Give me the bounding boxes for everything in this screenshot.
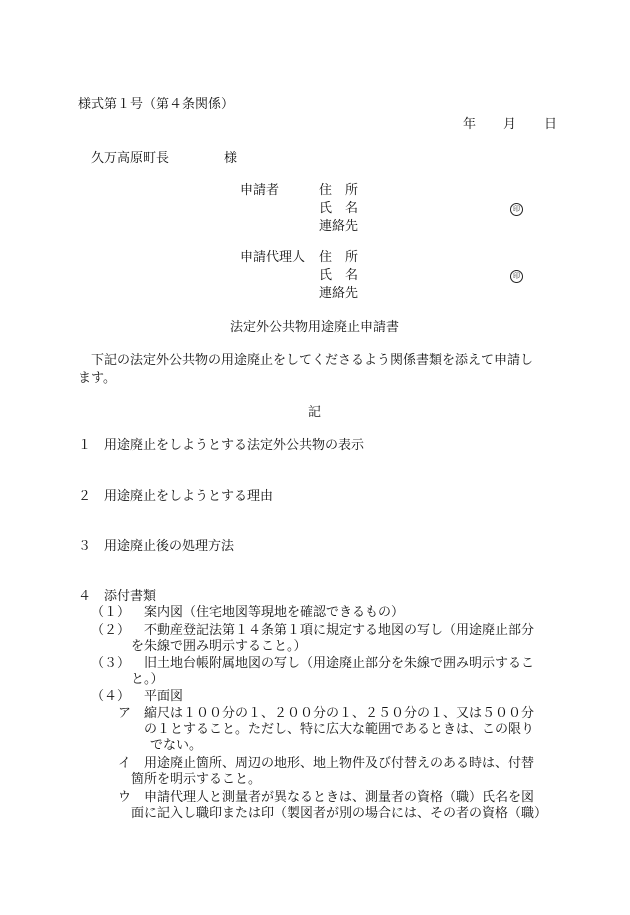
item-1-text: 用途廃止をしようとする法定外公共物の表示 — [104, 438, 365, 453]
attachment-3-line-2: と。） — [131, 672, 164, 687]
agent-seal-mark: 印 — [510, 270, 523, 283]
plan-note-a-line-3: でない。 — [150, 738, 203, 753]
document-title: 法定外公共物用途廃止申請書 — [230, 320, 400, 335]
plan-note-u-label: ウ — [118, 790, 132, 805]
applicant-address-label: 住 所 — [319, 183, 359, 198]
agent-contact-label: 連絡先 — [319, 286, 359, 301]
applicant-label: 申請者 — [240, 183, 280, 198]
plan-note-a-line-2: の１とすること。ただし、特に広大な範囲であるときは、この限り — [144, 722, 535, 737]
item-4-text: 添付書類 — [104, 589, 157, 604]
attachment-2-line-2: を朱線で囲み明示すること。） — [131, 639, 307, 654]
agent-address-label: 住 所 — [319, 250, 359, 265]
date-month-label: 月 — [503, 117, 517, 132]
plan-note-i-line-1: 用途廃止箇所、周辺の地形、地上物件及び付替えのある時は、付替 — [144, 756, 535, 771]
plan-note-u-line-2: 面に記入し職印または印（製図者が別の場合には、その者の資格（職） — [131, 806, 548, 821]
form-number-label: 様式第１号（第４条関係） — [78, 97, 235, 112]
attachment-4-number: （４） — [91, 689, 131, 704]
plan-note-u-line-1: 申請代理人と測量者が異なるときは、測量者の資格（職）氏名を図 — [144, 790, 535, 805]
attachment-1-number: （１） — [91, 605, 131, 620]
attachment-1-line-1: 案内図（住宅地図等現地を確認できるもの） — [144, 605, 405, 620]
item-4-number: ４ — [78, 589, 92, 604]
plan-note-a-line-1: 縮尺は１００分の１、２００分の１、２５０分の１、又は５００分 — [144, 706, 535, 721]
attachment-4-line-1: 平面図 — [144, 689, 184, 704]
date-year-label: 年 — [463, 117, 477, 132]
plan-note-a-label: ア — [118, 706, 132, 721]
addressee-name: 久万高原町長 — [91, 151, 170, 166]
applicant-name-label: 氏 名 — [319, 201, 359, 216]
date-day-label: 日 — [544, 117, 558, 132]
agent-name-label: 氏 名 — [319, 268, 359, 283]
intro-line-1: 下記の法定外公共物の用途廃止をしてくださるよう関係書類を添えて申請し — [91, 353, 534, 368]
agent-label: 申請代理人 — [240, 250, 306, 265]
ki-heading: 記 — [308, 405, 322, 420]
item-3-text: 用途廃止後の処理方法 — [104, 539, 235, 554]
item-2-number: ２ — [78, 489, 92, 504]
applicant-contact-label: 連絡先 — [319, 219, 359, 234]
item-1-number: １ — [78, 438, 92, 453]
item-2-text: 用途廃止をしようとする理由 — [104, 489, 274, 504]
item-3-number: ３ — [78, 539, 92, 554]
intro-line-2: ます。 — [78, 371, 116, 386]
attachment-2-line-1: 不動産登記法第１４条第１項に規定する地図の写し（用途廃止部分 — [144, 623, 535, 638]
attachment-2-number: （２） — [91, 623, 131, 638]
attachment-3-line-1: 旧土地台帳附属地図の写し（用途廃止部分を朱線で囲み明示するこ — [144, 656, 535, 671]
applicant-seal-mark: 印 — [510, 203, 523, 216]
attachment-3-number: （３） — [91, 656, 131, 671]
plan-note-i-line-2: 箇所を明示すること。 — [131, 772, 262, 787]
addressee-honorific: 様 — [224, 151, 238, 166]
plan-note-i-label: イ — [118, 756, 132, 771]
